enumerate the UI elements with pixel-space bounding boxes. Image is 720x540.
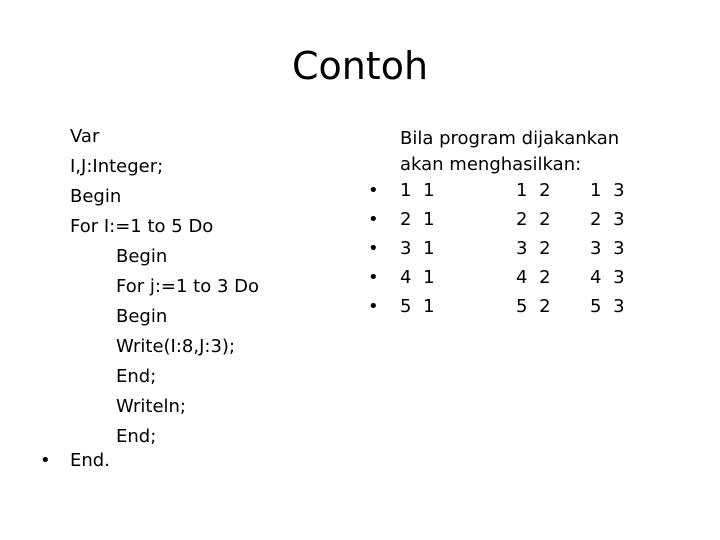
output-row	[368, 177, 708, 205]
code-line: For I:=1 to 5 Do	[70, 216, 214, 237]
output-cell: 5 1	[400, 296, 438, 317]
code-line: End;	[116, 426, 157, 447]
bullet-icon: •	[40, 450, 51, 471]
output-cell: 5 2	[516, 296, 554, 317]
output-cell: 3 3	[590, 238, 628, 259]
code-line: Var	[70, 126, 100, 147]
output-cell: 3 2	[516, 238, 554, 259]
slide-title: Contoh	[291, 44, 429, 88]
output-cell: 4 1	[400, 267, 438, 288]
output-row	[368, 293, 708, 321]
output-cell: 4 2	[516, 267, 554, 288]
output-cell: 2 2	[516, 209, 554, 230]
output-row	[368, 206, 708, 234]
output-cell: 5 3	[590, 296, 628, 317]
output-cell: 1 3	[590, 180, 628, 201]
bullet-icon: •	[368, 209, 379, 230]
output-cell: 1 1	[400, 180, 438, 201]
output-cell: 4 3	[590, 267, 628, 288]
output-cell: 1 2	[516, 180, 554, 201]
code-line: Write(I:8,J:3);	[116, 336, 236, 357]
bullet-icon: •	[368, 238, 379, 259]
output-row	[368, 264, 708, 292]
output-intro-line2: akan menghasilkan:	[400, 154, 582, 175]
output-intro-line1: Bila program dijakankan	[400, 128, 620, 149]
output-cell: 2 3	[590, 209, 628, 230]
code-line: Begin	[70, 186, 122, 207]
output-cell: 3 1	[400, 238, 438, 259]
code-line: Begin	[116, 306, 168, 327]
code-line: Writeln;	[116, 396, 186, 417]
bullet-icon: •	[368, 296, 379, 317]
code-line: I,J:Integer;	[70, 156, 164, 177]
code-line: Begin	[116, 246, 168, 267]
code-line: End;	[116, 366, 157, 387]
bullet-icon: •	[368, 180, 379, 201]
output-cell: 2 1	[400, 209, 438, 230]
code-line: For j:=1 to 3 Do	[116, 276, 260, 297]
code-line-text: End.	[70, 450, 110, 471]
bullet-icon: •	[368, 267, 379, 288]
output-row	[368, 235, 708, 263]
